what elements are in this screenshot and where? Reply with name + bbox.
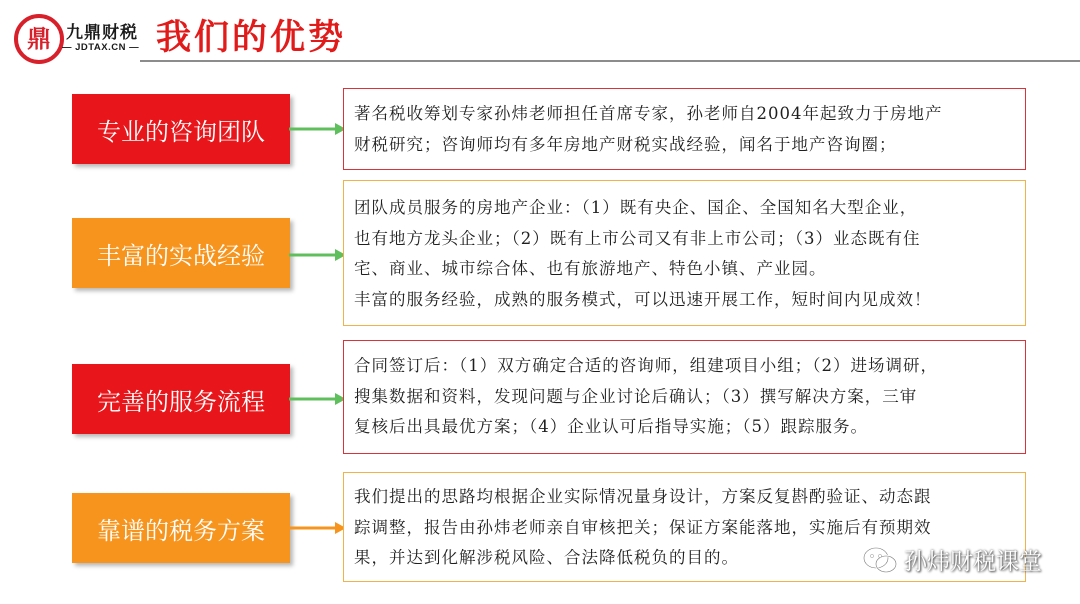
- desc-line: 复核后出具最优方案；（4）企业认可后指导实施；（5）跟踪服务。: [354, 417, 868, 436]
- watermark: [862, 543, 1042, 576]
- brand-name: 九鼎财税: [66, 23, 138, 43]
- desc-service-process: [343, 340, 1026, 454]
- label-reliable-plan: 靠谱的税务方案: [72, 493, 290, 563]
- arrow-right-icon: [289, 520, 347, 536]
- brand-domain: — JDTAX.CN —: [62, 42, 140, 53]
- desc-line: 合同签订后：（1）双方确定合适的咨询师，组建项目小组；（2）进场调研，: [354, 356, 938, 375]
- header-divider: [140, 60, 1080, 62]
- wechat-icon: [862, 545, 898, 575]
- desc-line: 财税研究；咨询师均有多年房地产财税实战经验，闻名于地产咨询圈；: [354, 134, 897, 154]
- desc-professional-team: [343, 88, 1026, 170]
- desc-line: 团队成员服务的房地产企业：（1）既有央企、国企、全国知名大型企业，: [354, 198, 918, 217]
- desc-line: 我们提出的思路均根据企业实际情况量身设计，方案反复斟酌验证、动态跟: [354, 487, 932, 506]
- desc-line: 丰富的服务经验，成熟的服务模式，可以迅速开展工作，短时间内见成效！: [354, 289, 932, 309]
- desc-line: 著名税收筹划专家孙炜老师担任首席专家，孙老师自2004年起致力于房地产: [354, 104, 943, 123]
- label-service-process: 完善的服务流程: [72, 364, 290, 434]
- desc-line: 搜集数据和资料，发现问题与企业讨论后确认；（3）撰写解决方案，三审: [354, 386, 918, 406]
- arrow-right-icon: [289, 247, 347, 263]
- desc-line: 也有地方龙头企业；（2）既有上市公司又有非上市公司；（3）业态既有住: [354, 228, 921, 248]
- watermark-text: 孙炜财税课堂: [904, 549, 1042, 575]
- desc-line: 宅、商业、城市综合体、也有旅游地产、特色小镇、产业园。: [354, 259, 827, 278]
- desc-line: 踪调整，报告由孙炜老师亲自审核把关；保证方案能落地，实施后有预期效: [354, 517, 932, 537]
- arrow-right-icon: [289, 391, 347, 407]
- svg-text:鼎: 鼎: [27, 24, 51, 53]
- desc-practical-experience: [343, 180, 1026, 326]
- label-professional-team: 专业的咨询团队: [72, 94, 290, 164]
- desc-line: 果，并达到化解涉税风险、合法降低税负的目的。: [354, 548, 739, 567]
- arrow-right-icon: [289, 121, 347, 137]
- label-practical-experience: 丰富的实战经验: [72, 218, 290, 288]
- page-title: 我们的优势: [156, 17, 347, 58]
- brand-logo: [14, 14, 64, 64]
